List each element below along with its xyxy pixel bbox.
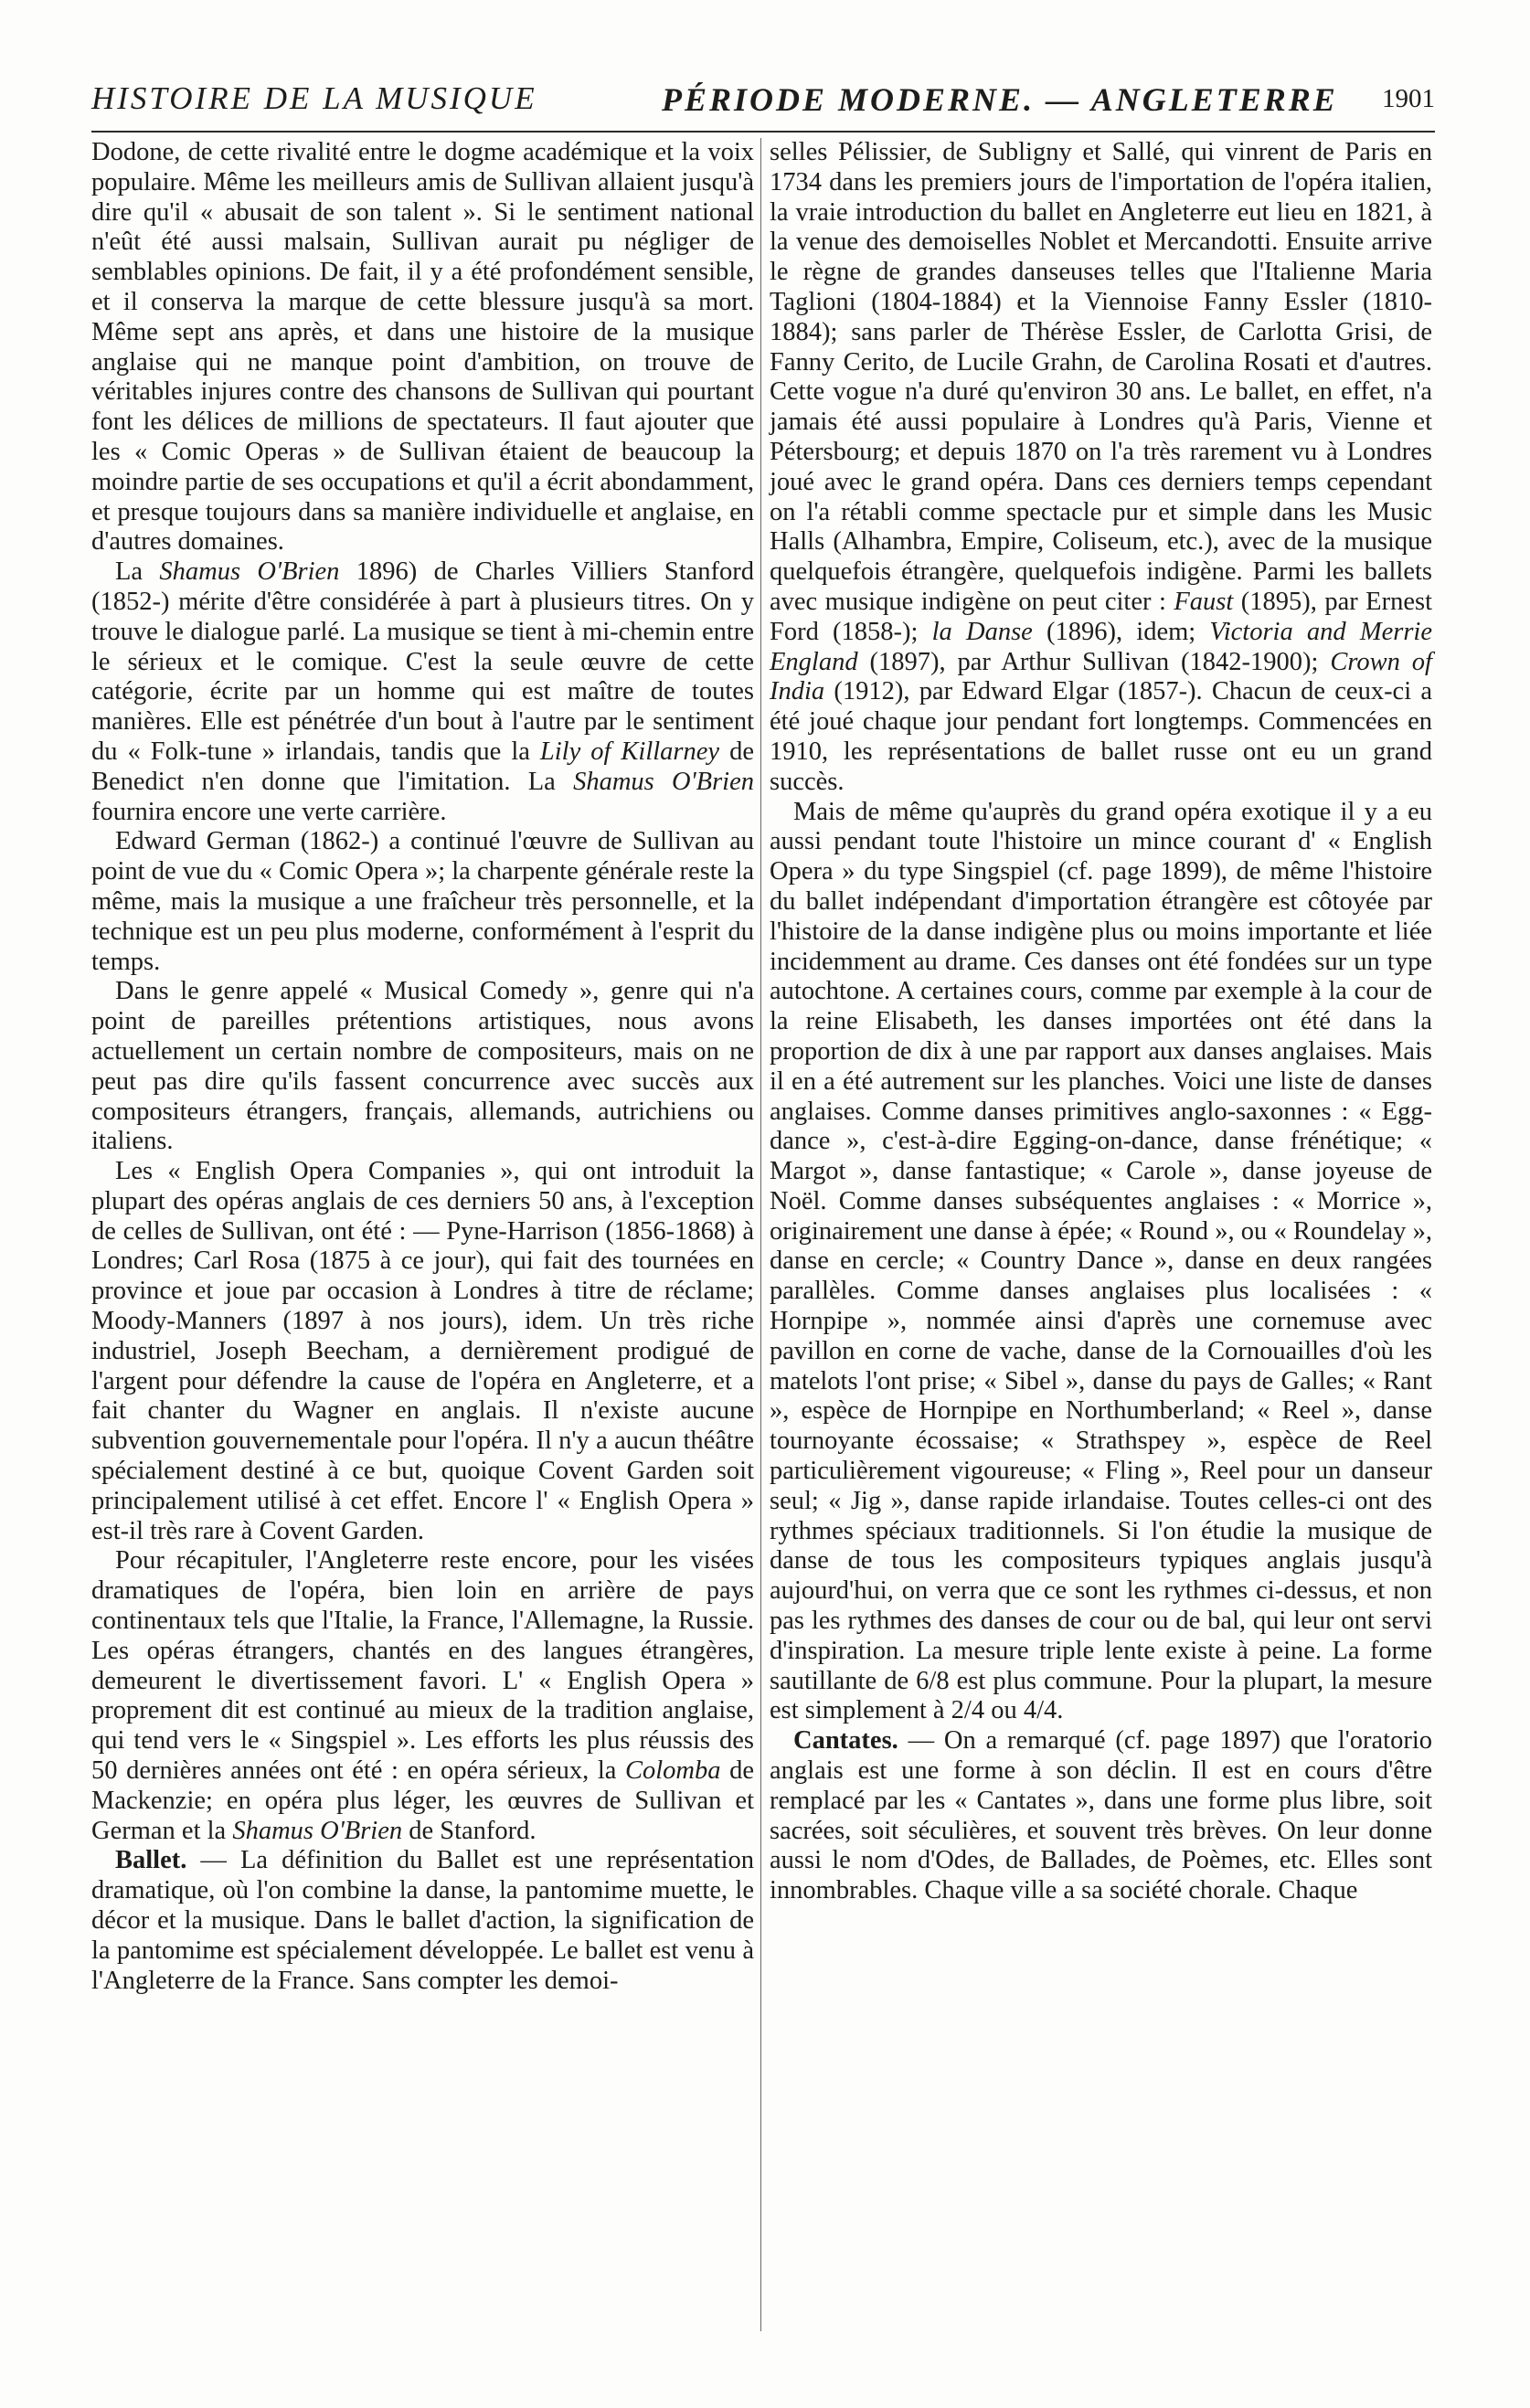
text-run: Pour récapituler, l'Angleterre reste encore, pour les visées dramatiques de l'opéra, bien loin en arrière de pays continentaux tels que l'Italie, la France, l'Allemagne, la Russie. Les opéras étrangers, chantés en des langues étrangères, demeurent le divertissement favori. L' « English Opera » proprement dit est continué au mieux de la tradition anglaise, qui tend vers le « Singspiel ». Les efforts les plus réussis des 50 dernières années ont été : en opéra sérieux, la — [91, 1546, 754, 1786]
italic-title: Victoria and Merrie England — [770, 617, 1432, 676]
text-run: Dodone, de cette rivalité entre le dogme académique et la voix populaire. Même les meilleurs amis de Sullivan allaient jusqu'à dire qu'il « abusait de son talent ». Si le sentiment national n'eût été aussi malsain, Sullivan aurait pu négliger de semblables opinions. De fait, il y a été profondément sensible, et il conserva la marque de cette blessure jusqu'à sa mort. Même sept ans après, et dans une histoire de la musique anglaise qui ne manque point d'ambition, on trouve de véritables injures contre des chansons de Sullivan qui pourtant font les délices de millions de spectateurs. Il faut ajouter que les « Comic Operas » de Sullivan étaient de beaucoup la moindre partie de ses occupations et qu'il a écrit abondamment, et presque toujours dans sa manière individuelle et anglaise, en d'autres domaines. — [91, 138, 754, 557]
paragraph — [770, 1726, 1432, 1906]
text-run: Les « English Opera Companies », qui ont introduit la plupart des opéras anglais de ces derniers 50 ans, à l'exception de celles de Sullivan, ont été : — Pyne-Harrison (1856-1868) à Londres; Carl Rosa (1875 à ce jour), qui fait des tournées en province et joue par occasion à Londres à titre de réclame; Moody-Manners (1897 à nos jours), idem. Un très riche industriel, Joseph Beecham, a dernièrement prodigué de l'argent pour défendre la cause de l'opéra en Angleterre, et a fait chanter du Wagner en anglais. Il n'existe aucune subvention gouvernementale pour l'opéra. Il n'y a aucun théâtre spécialement destiné à ce but, quoique Covent Garden soit principalement utilisé à cet effet. Encore l' « English Opera » est-il très rare à Covent Garden. — [91, 1157, 754, 1545]
header-book-title: HISTOIRE DE LA MUSIQUE — [91, 80, 537, 116]
text-run: 1896) de Charles Villiers Stanford (1852-) mérite d'être considérée à part à plusieurs titres. On y trouve le dialogue parlé. La musique se tient à mi-chemin entre le sérieux et le comique. C'est la seule œuvre de cette catégorie, écrite par un homme qui est maître de toutes manières. Elle est pénétrée d'un bout à l'autre par le sentiment du « Folk-tune » irlandais, tandis que la — [91, 557, 754, 766]
italic-title: Shamus O'Brien — [232, 1816, 403, 1845]
text-column-right — [770, 138, 1432, 1906]
paragraph — [91, 138, 754, 557]
text-run: (1897), par Arthur Sullivan (1842-1900); — [857, 647, 1331, 676]
italic-title: Crown of India — [770, 647, 1432, 706]
paragraph — [770, 138, 1432, 798]
text-run: fournira encore une verte carrière. — [91, 797, 447, 826]
text-run: de Benedict n'en donne que l'imitation. La — [91, 737, 754, 796]
header-rule — [91, 131, 1435, 133]
paragraph — [770, 798, 1432, 1727]
running-header — [91, 80, 1435, 126]
paragraph — [91, 557, 754, 827]
text-run: de Mackenzie; en opéra plus léger, les œuvres de Sullivan et German et la — [91, 1756, 754, 1845]
header-section-title: PÉRIODE MODERNE. — ANGLETERRE — [662, 81, 1338, 118]
page-number: 1901 — [1382, 84, 1435, 113]
italic-title: Shamus O'Brien — [573, 767, 755, 796]
text-run: (1912), par Edward Elgar (1857-). Chacun de ceux-ci a été joué chaque jour pendant fort longtemps. Commencées en 1910, les représentations de ballet russe ont eu un grand succès. — [770, 677, 1432, 796]
italic-title: Colomba — [625, 1756, 721, 1786]
text-run: Dans le genre appelé « Musical Comedy », genre qui n'a point de pareilles prétentions artistiques, nous avons actuellement un certain nombre de compositeurs, mais on ne peut pas dire qu'ils fassent concurrence avec succès aux compositeurs étrangers, français, allemands, autrichiens ou italiens. — [91, 977, 754, 1156]
text-run: (1895), par Ernest Ford (1858-); — [770, 587, 1432, 646]
text-run: — La définition du Ballet est une représentation dramatique, où l'on combine la danse, la pantomime muette, le décor et la musique. Dans le ballet d'action, la signification de la pantomime est spécialement développée. Le ballet est venu à l'Angleterre de la France. Sans compter les demoi- — [91, 1846, 754, 1995]
italic-title: Shamus O'Brien — [159, 557, 340, 587]
paragraph — [91, 1157, 754, 1546]
text-run: La — [115, 557, 160, 587]
column-separator — [760, 138, 761, 2331]
text-run: Mais de même qu'auprès du grand opéra exotique il y a eu aussi pendant toute l'histoire un mince courant d' « English Opera » du type Singspiel (cf. page 1899), de même l'histoire du ballet indépendant d'importation étrangère est côtoyée par l'histoire de la danse indigène plus ou moins importante et liée incidemment au drame. Ces danses ont été fondées sur un type autochtone. A certaines cours, comme par exemple à la cour de la reine Elisabeth, les danses importées ont été dans la proportion de dix à une par rapport aux danses anglaises. Mais il en a été autrement sur les planches. Voici une liste de danses anglaises. Comme danses primitives anglo-saxonnes : « Egg-dance », c'est-à-dire Egging-on-dance, danse frénétique; « Margot », danse fantastique; « Carole », danse joyeuse de Noël. Comme danses subséquentes anglaises : « Morrice », originairement une danse à épée; « Round », ou « Roundelay », danse en cercle; « Country Dance », danse en deux rangées parallèles. Comme danses anglaises plus localisées : « Hornpipe », nommée ainsi d'après une cornemuse avec pavillon en corne de vache, danse de la Cornouailles d'où les matelots l'ont prise; « Sibel », danse du pays de Galles; « Rant », espèce de Hornpipe en Northumberland; « Reel », danse tournoyante écossaise; « Strathspey », espèce de Reel particulièrement vigoureuse; « Fling », Reel pour un danseur seul; « Jig », danse rapide irlandaise. Toutes celles-ci ont des rythmes spéciaux traditionnels. Si l'on étudie la musique de danse de tous les compositeurs typiques anglais jusqu'à aujourd'hui, on verra que ce sont les rythmes ci-dessus, et non pas les rythmes des danses de cour ou de bal, qui leur ont servi d'inspiration. La mesure triple lente existe à peine. La forme sautillante de 6/8 est plus commune. Pour la plupart, la mesure est simplement à 2/4 ou 4/4. — [770, 797, 1432, 1725]
paragraph — [91, 827, 754, 977]
text-column-left — [91, 138, 754, 1996]
paragraph — [91, 1546, 754, 1846]
section-heading: Cantates. — [793, 1726, 898, 1756]
text-run: Edward German (1862-) a continué l'œuvre de Sullivan au point de vue du « Comic Opera »; la charpente générale reste la même, mais la musique a une fraîcheur très personnelle, et la technique est un peu plus moderne, conformément à l'esprit du temps. — [91, 827, 754, 976]
text-run: — On a remarqué (cf. page 1897) que l'oratorio anglais est une forme à son déclin. Il est en cours d'être remplacé par les « Cantates », dans une forme plus libre, soit sacrées, soit séculières, et souvent très brèves. On leur donne aussi le nom d'Odes, de Ballades, de Poèmes, etc. Elles sont innombrables. Chaque ville a sa société chorale. Chaque — [770, 1726, 1432, 1905]
paragraph — [91, 977, 754, 1157]
italic-title: Faust — [1174, 587, 1234, 616]
text-run: selles Pélissier, de Subligny et Sallé, qui vinrent de Paris en 1734 dans les premiers jours de l'importation de l'opéra italien, la vraie introduction du ballet en Angleterre eut lieu en 1821, à la venue des demoiselles Noblet et Mercandotti. Ensuite arrive le règne de grandes danseuses telles que l'Italienne Maria Taglioni (1804-1884) et la Viennoise Fanny Essler (1810-1884); sans parler de Thérèse Essler, de Carlotta Grisi, de Fanny Cerito, de Lucile Grahn, de Carolina Rosati et d'autres. Cette vogue n'a duré qu'environ 30 ans. Le ballet, en effet, n'a jamais été aussi populaire à Londres qu'à Paris, Vienne et Pétersbourg; et depuis 1870 on l'a très rarement vu à Londres joué avec le grand opéra. Dans ces derniers temps cependant on l'a rétabli comme spectacle pur et simple dans les Music Halls (Alhambra, Empire, Coliseum, etc.), avec de la musique quelquefois étrangère, quelquefois indigène. Parmi les ballets avec musique indigène on peut citer : — [770, 138, 1432, 616]
italic-title: Lily of Killarney — [539, 737, 720, 766]
section-heading: Ballet. — [115, 1846, 187, 1875]
paragraph — [91, 1846, 754, 1996]
text-run: (1896), idem; — [1032, 617, 1210, 646]
italic-title: la Danse — [931, 617, 1033, 646]
text-run: de Stanford. — [402, 1816, 537, 1845]
